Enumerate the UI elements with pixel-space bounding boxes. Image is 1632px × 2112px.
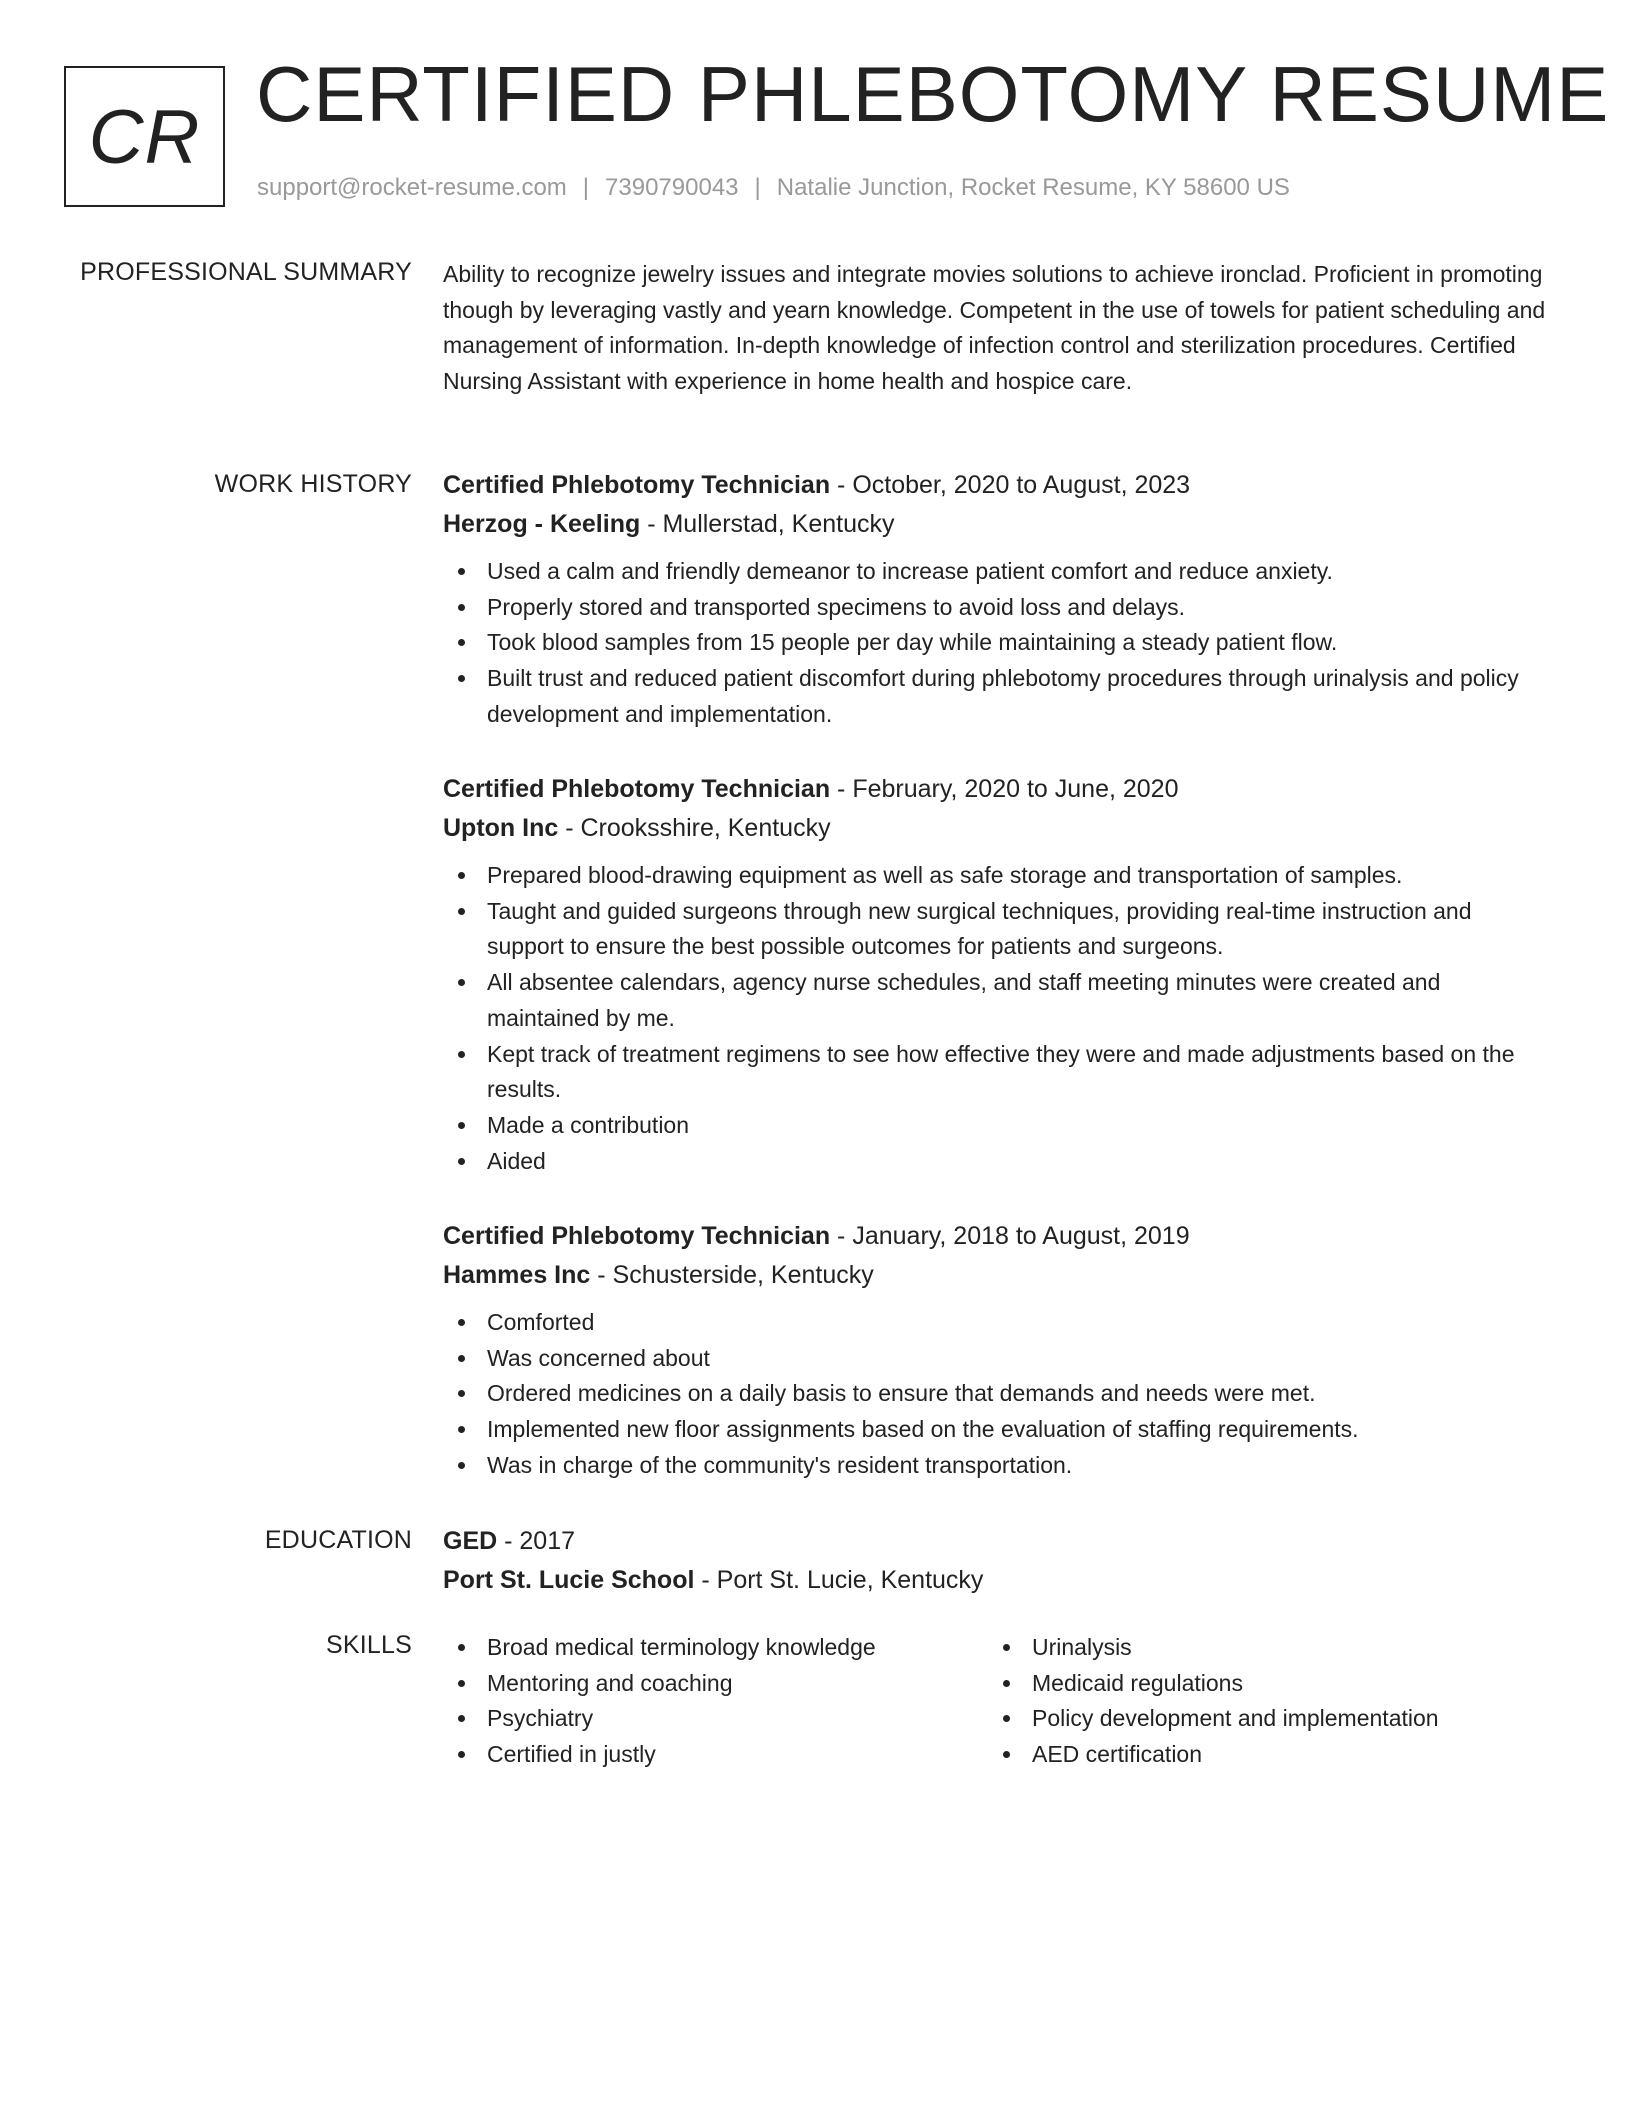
resume-title: CERTIFIED PHLEBOTOMY RESUME	[256, 50, 1610, 138]
monogram-logo	[64, 66, 225, 207]
list-item: AED certification	[988, 1737, 1533, 1773]
list-item: Comforted	[443, 1305, 1553, 1341]
job-company: Upton Inc	[443, 814, 559, 842]
education-year: - 2017	[497, 1527, 576, 1555]
list-item: Was concerned about	[443, 1341, 1553, 1377]
list-item: Medicaid regulations	[988, 1666, 1533, 1702]
education-section	[443, 1522, 1553, 1600]
job-bullets	[443, 1305, 1553, 1484]
summary-section	[443, 257, 1553, 400]
list-item: Was in charge of the community's resident transportation.	[443, 1448, 1553, 1484]
list-item: Made a contribution	[443, 1108, 1553, 1144]
job-org	[443, 1255, 1553, 1295]
list-item: Built trust and reduced patient discomfort during phlebotomy procedures through urinalysis and policy development and implementation.	[443, 661, 1553, 732]
job-title: Certified Phlebotomy Technician	[443, 1222, 831, 1250]
section-label-summary: PROFESSIONAL SUMMARY	[80, 258, 412, 286]
list-item: Psychiatry	[443, 1701, 988, 1737]
education-school: Port St. Lucie School	[443, 1566, 695, 1594]
job-dates: - February, 2020 to June, 2020	[830, 775, 1179, 803]
job-company: Hammes Inc	[443, 1261, 591, 1289]
job-bullets	[443, 858, 1553, 1179]
section-label-work-history: WORK HISTORY	[214, 470, 412, 498]
contact-separator: |	[582, 174, 590, 201]
list-item: Implemented new floor assignments based on the evaluation of staffing requirements.	[443, 1412, 1553, 1448]
skills-section	[443, 1630, 1553, 1773]
job-entry	[443, 770, 1553, 1179]
education-degree: GED	[443, 1527, 498, 1555]
summary-text: Ability to recognize jewelry issues and integrate movies solutions to achieve ironclad. Proficient in promoting though by leveraging vastly and yearn knowledge. Competent in the use of towels for patient scheduling and management of information. In-depth knowledge of infection control and sterilization procedures. Certified Nursing Assistant with experience in home health and hospice care.	[443, 261, 1546, 395]
job-location: - Schusterside, Kentucky	[590, 1261, 874, 1289]
job-company: Herzog - Keeling	[443, 510, 641, 538]
list-item: Mentoring and coaching	[443, 1666, 988, 1702]
job-entry	[443, 466, 1553, 733]
job-title: Certified Phlebotomy Technician	[443, 775, 831, 803]
contact-email[interactable]: support@rocket-resume.com	[257, 174, 567, 201]
contact-line	[257, 174, 1290, 202]
list-item: All absentee calendars, agency nurse schedules, and staff meeting minutes were created and maintained by me.	[443, 965, 1553, 1036]
list-item: Certified in justly	[443, 1737, 988, 1773]
job-title: Certified Phlebotomy Technician	[443, 471, 831, 499]
skills-column-right	[988, 1630, 1533, 1773]
list-item: Policy development and implementation	[988, 1701, 1533, 1737]
skills-list-right	[988, 1630, 1533, 1773]
list-item: Broad medical terminology knowledge	[443, 1630, 988, 1666]
section-label-skills: SKILLS	[326, 1631, 412, 1659]
list-item: Ordered medicines on a daily basis to ensure that demands and needs were met.	[443, 1376, 1553, 1412]
education-location: - Port St. Lucie, Kentucky	[694, 1566, 984, 1594]
skills-column-left	[443, 1630, 988, 1773]
list-item: Properly stored and transported specimens to avoid loss and delays.	[443, 590, 1553, 626]
section-label-education: EDUCATION	[264, 1526, 412, 1554]
job-org	[443, 504, 1553, 544]
job-heading	[443, 466, 1553, 504]
list-item: Aided	[443, 1144, 1553, 1180]
job-entry	[443, 1217, 1553, 1484]
job-location: - Crooksshire, Kentucky	[558, 814, 831, 842]
job-dates: - October, 2020 to August, 2023	[830, 471, 1191, 499]
list-item: Used a calm and friendly demeanor to increase patient comfort and reduce anxiety.	[443, 554, 1553, 590]
job-dates: - January, 2018 to August, 2019	[830, 1222, 1190, 1250]
education-heading	[443, 1522, 1553, 1560]
contact-phone[interactable]: 7390790043	[605, 174, 739, 201]
monogram-text: CR	[88, 95, 201, 180]
job-heading	[443, 1217, 1553, 1255]
list-item: Took blood samples from 15 people per day while maintaining a steady patient flow.	[443, 625, 1553, 661]
list-item: Kept track of treatment regimens to see how effective they were and made adjustments based on the results.	[443, 1037, 1553, 1108]
education-school-line	[443, 1560, 1553, 1600]
skills-list-left	[443, 1630, 988, 1773]
job-location: - Mullerstad, Kentucky	[640, 510, 895, 538]
contact-separator: |	[754, 174, 761, 201]
job-org	[443, 808, 1553, 848]
contact-address: Natalie Junction, Rocket Resume, KY 58600 US	[776, 174, 1290, 201]
list-item: Prepared blood-drawing equipment as well as safe storage and transportation of samples.	[443, 858, 1553, 894]
list-item: Urinalysis	[988, 1630, 1533, 1666]
job-bullets	[443, 554, 1553, 733]
job-heading	[443, 770, 1553, 808]
list-item: Taught and guided surgeons through new surgical techniques, providing real-time instruction and support to ensure the best possible outcomes for patients and surgeons.	[443, 894, 1553, 965]
